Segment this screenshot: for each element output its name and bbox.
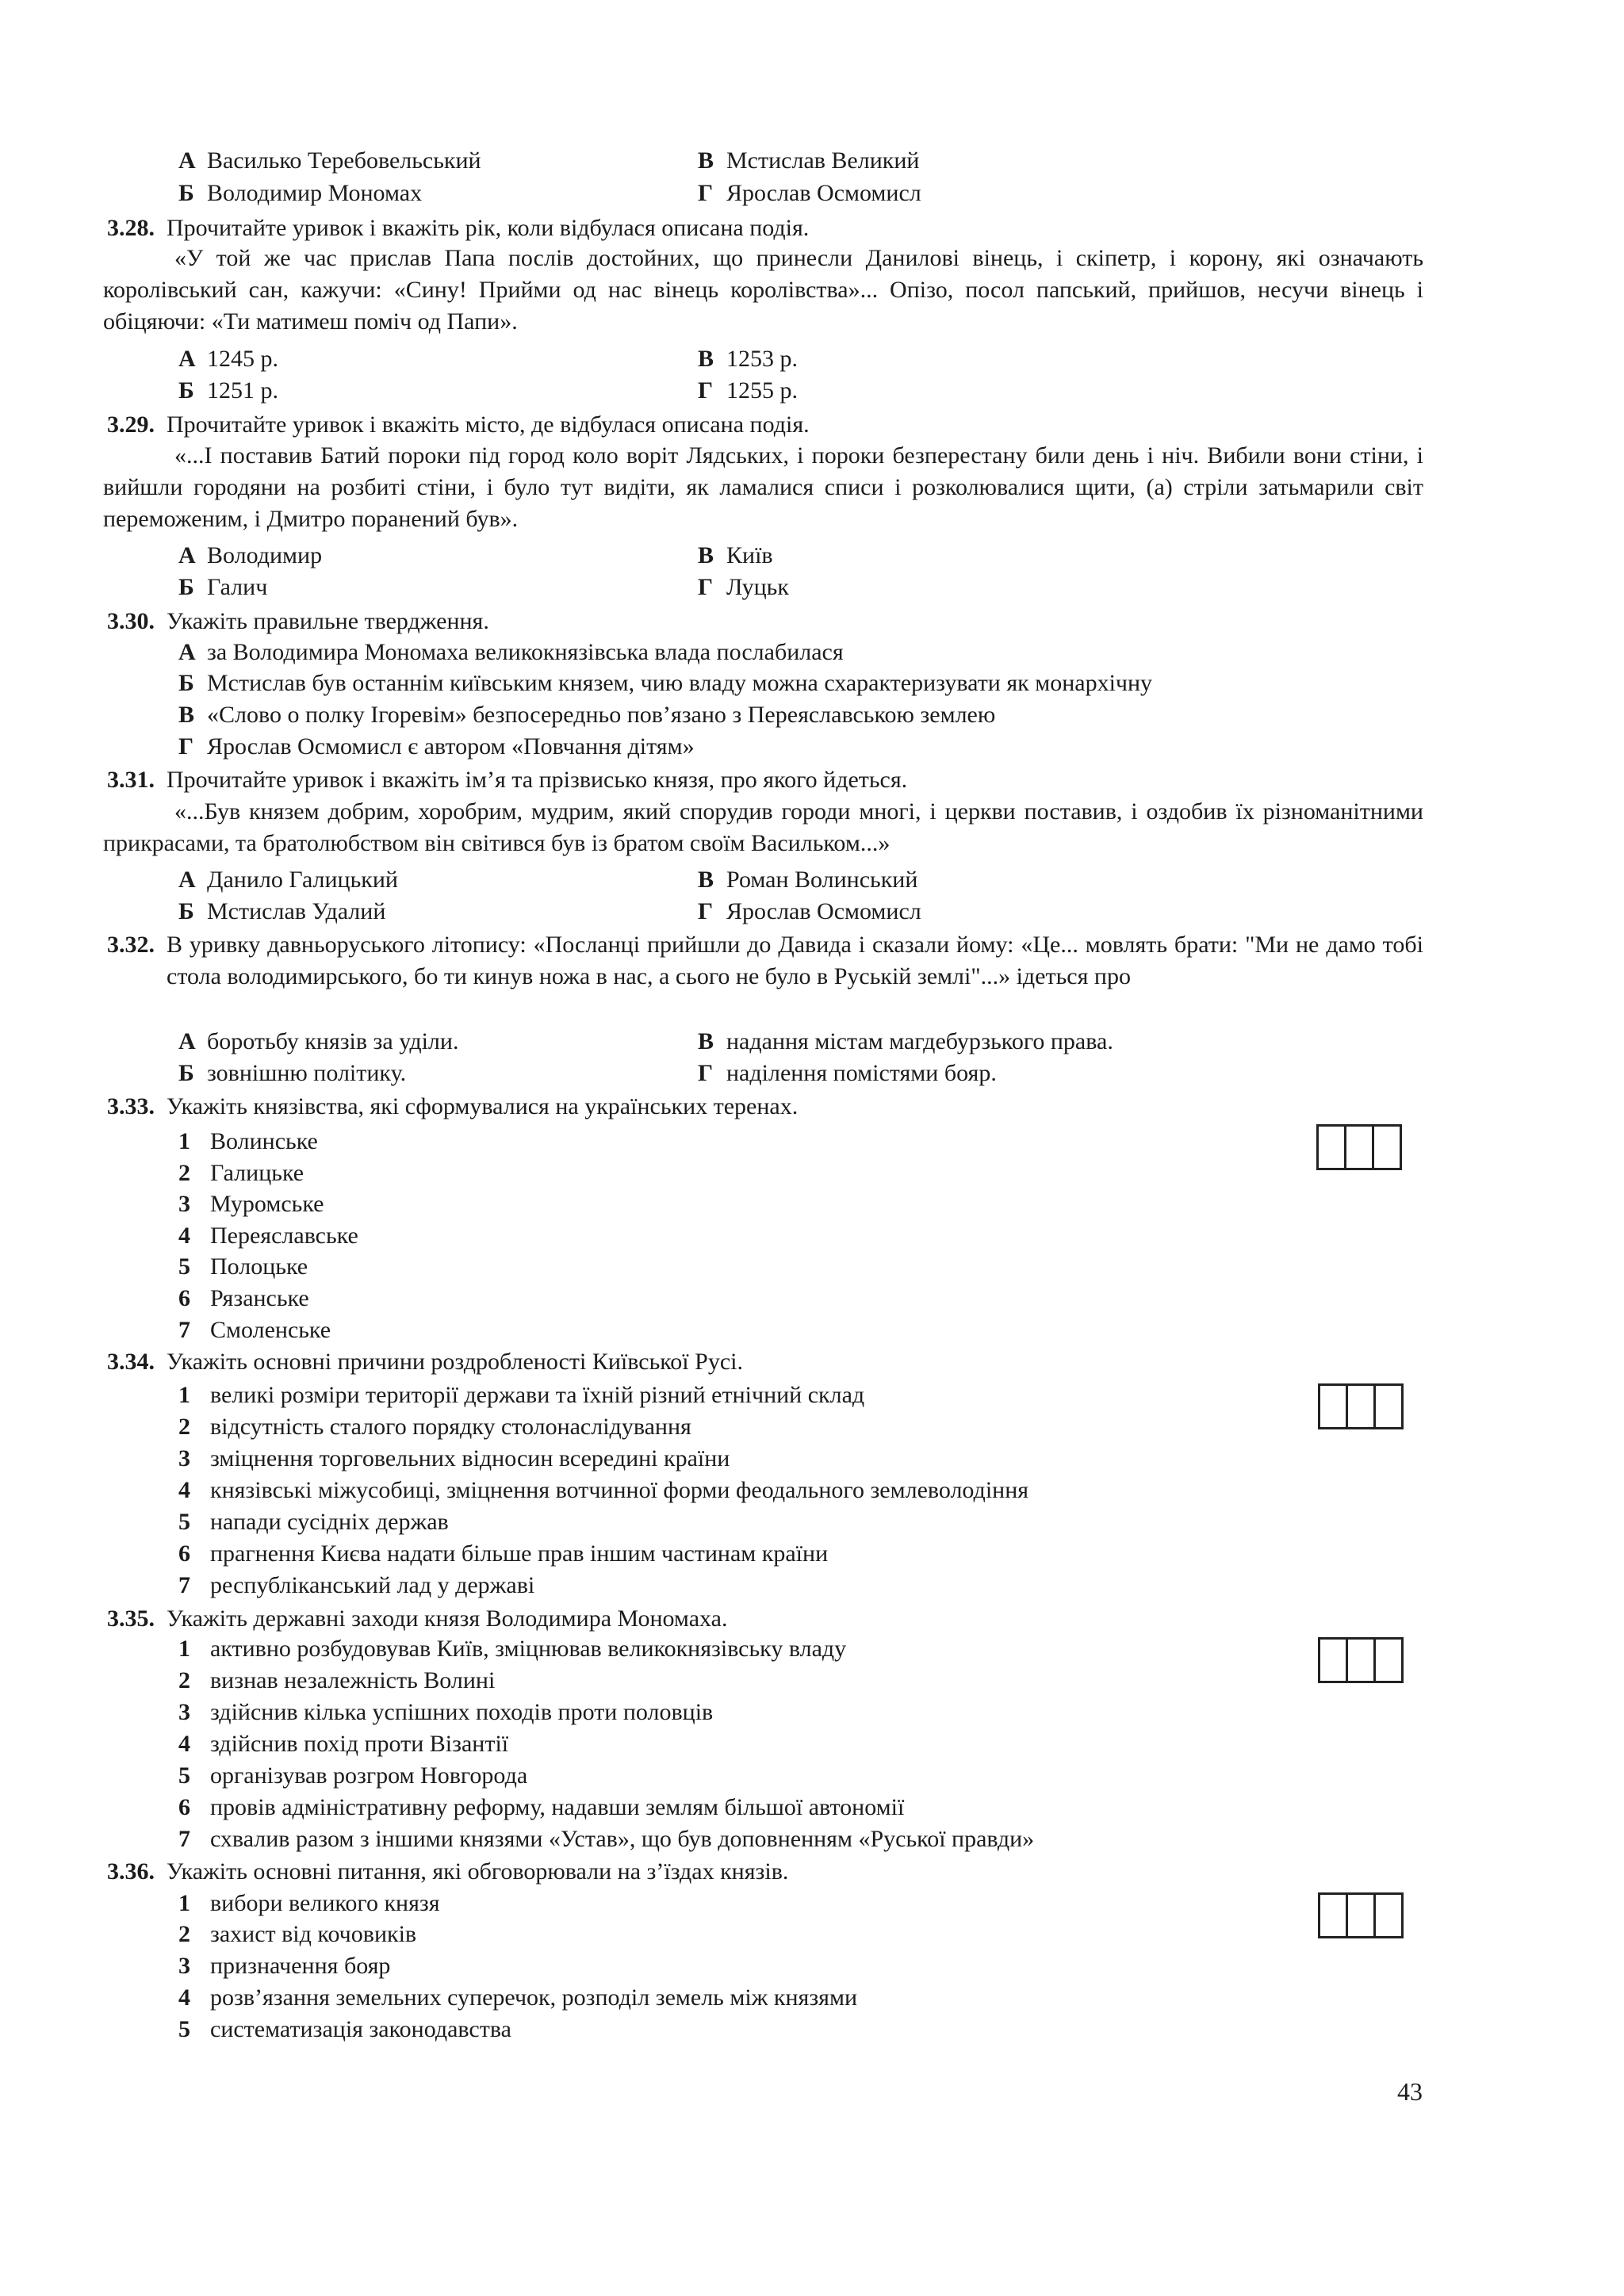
q335-item: 2 визнав незалежність Волині <box>178 1667 496 1693</box>
q332-options-row-2 <box>0 1058 1624 1089</box>
q332-option-b[interactable]: Б зовнішню політику. <box>178 1060 407 1086</box>
q331-option-g[interactable]: Г Ярослав Осмомисл <box>698 898 921 924</box>
q331-number: 3.31. <box>107 767 155 793</box>
q327-option-g[interactable]: Г Ярослав Осмомисл <box>698 180 921 206</box>
q333-item: 6 Рязанське <box>178 1285 309 1311</box>
q329-header <box>0 409 1624 441</box>
q330-prompt: Укажіть правильне твердження. <box>167 608 489 634</box>
q335-item: 7 схвалив разом з іншими князями «Устав», що був доповненням «Руської правди» <box>178 1826 1035 1852</box>
q334-prompt: Укажіть основні причини роздробленості Київської Русі. <box>167 1349 743 1375</box>
q328-header <box>0 212 1624 244</box>
q328-option-b[interactable]: Б 1251 р. <box>178 377 278 404</box>
q334-item: 1 великі розміри території держави та їхній різний етнічний склад <box>178 1382 865 1408</box>
q327-options-row-1 <box>0 145 1624 177</box>
q330-option-b[interactable]: Б Мстислав був останнім київським князем, чию владу можна схарактеризувати як монархічну <box>178 670 1153 696</box>
answer-box[interactable] <box>1372 1124 1402 1170</box>
q334-item: 6 прагнення Києва надати більше прав іншим частинам країни <box>178 1540 829 1567</box>
q328-number: 3.28. <box>107 215 155 241</box>
q331-option-v[interactable]: В Роман Волинський <box>698 867 918 893</box>
q330-option-a[interactable]: А за Володимира Мономаха великокнязівська влада послабилася <box>178 639 844 665</box>
q335-item: 1 активно розбудовував Київ, зміцнював великокнязівську владу <box>178 1636 847 1662</box>
q329-option-g[interactable]: Г Луцьк <box>698 574 789 600</box>
q334-header <box>0 1346 1624 1378</box>
q331-quote: «...Був князем добрим, хоробрим, мудрим, який спорудив городи многі, і церкви поставив, і оздобив їх різноманітними прикрасами, та братолюбством він світився був із братом своїм Васильком...» <box>103 798 1423 856</box>
q336-item: 3 призначення бояр <box>178 1953 391 1979</box>
q334-item: 3 зміцнення торговельних відносин всередині країни <box>178 1445 730 1471</box>
answer-box[interactable] <box>1344 1124 1374 1170</box>
q335-item: 4 здійснив похід проти Візантії <box>178 1731 509 1757</box>
q336-item: 1 вибори великого князя <box>178 1890 440 1916</box>
q327-option-a[interactable]: А Василько Теребовельський <box>178 147 481 174</box>
answer-box[interactable] <box>1318 1892 1348 1938</box>
q332-options-row-1 <box>0 1026 1624 1058</box>
q335-item: 6 провів адміністративну реформу, надавши землям більшої автономії <box>178 1794 905 1820</box>
q335-item: 3 здійснив кілька успішних походів проти половців <box>178 1699 714 1725</box>
answer-box[interactable] <box>1346 1637 1376 1683</box>
answer-box[interactable] <box>1373 1383 1404 1429</box>
q335-answer-boxes[interactable] <box>1318 1637 1401 1683</box>
q336-answer-boxes[interactable] <box>1318 1892 1401 1938</box>
q335-prompt: Укажіть державні заходи князя Володимира Мономаха. <box>167 1605 728 1632</box>
q331-option-b[interactable]: Б Мстислав Удалий <box>178 898 386 924</box>
q333-item: 4 Переяславське <box>178 1223 358 1249</box>
answer-box[interactable] <box>1346 1383 1376 1429</box>
q327-options-row-2 <box>0 178 1624 209</box>
q333-item: 3 Муромське <box>178 1191 324 1217</box>
q329-option-b[interactable]: Б Галич <box>178 574 268 600</box>
q331-quote-row <box>0 796 1624 859</box>
q329-quote: «...І поставив Батий пороки під город коло воріт Лядських, і пороки безперестану били день і ніч. Вибили вони стіни, і вийшли городяни на розбиті стіни, і було тут видіти, як ламалися списи і розколювалися щити, (а) стріли затьмарили світ переможеним, і Дмитро поранений був». <box>103 442 1423 532</box>
q332-number: 3.32. <box>107 932 155 958</box>
page-number: 43 <box>1397 2077 1423 2106</box>
q336-number: 3.36. <box>107 1858 155 1885</box>
q331-header <box>0 764 1624 796</box>
q336-item: 2 захист від кочовиків <box>178 1921 417 1947</box>
q333-item: 7 Смоленське <box>178 1317 331 1343</box>
q334-number: 3.34. <box>107 1349 155 1375</box>
q333-number: 3.33. <box>107 1093 155 1119</box>
q333-answer-boxes[interactable] <box>1316 1124 1400 1170</box>
q334-answer-boxes[interactable] <box>1318 1383 1401 1429</box>
q330-number: 3.30. <box>107 608 155 634</box>
answer-box[interactable] <box>1316 1124 1346 1170</box>
q336-item: 5 систематизація законодавства <box>178 2016 511 2042</box>
q336-prompt: Укажіть основні питання, які обговорювали на з’їздах князів. <box>167 1858 789 1885</box>
q328-options-row-1 <box>0 343 1624 375</box>
q329-number: 3.29. <box>107 411 155 438</box>
q331-option-a[interactable]: А Данило Галицький <box>178 867 398 893</box>
q327-option-b[interactable]: Б Володимир Мономах <box>178 180 423 206</box>
q329-prompt: Прочитайте уривок і вкажіть місто, де відбулася описана подія. <box>167 411 810 438</box>
q328-option-g[interactable]: Г 1255 р. <box>698 377 798 404</box>
q330-option-v[interactable]: В «Слово о полку Ігоревім» безпосередньо пов’язано з Переяславською землею <box>178 702 996 728</box>
q331-options-row-2 <box>0 896 1624 928</box>
q328-options-row-2 <box>0 375 1624 407</box>
answer-box[interactable] <box>1373 1637 1404 1683</box>
q332-header <box>0 929 1624 1024</box>
q333-item: 2 Галицьке <box>178 1160 304 1186</box>
answer-box[interactable] <box>1373 1892 1404 1938</box>
q335-item: 5 організував розгром Новгорода <box>178 1762 528 1789</box>
q336-item: 4 розв’язання земельних суперечок, розподіл земель між князями <box>178 1984 858 2011</box>
q332-prompt: В уривку давньоруського літопису: «Посланці прийшли до Давида і сказали йому: «Це... мовлять брати: "Ми не дамо тобі стола володимирського, бо ти кинув ножа в нас, а сього не було в Руській землі"...» ідеться про <box>167 932 1423 989</box>
q329-options-row-2 <box>0 572 1624 603</box>
q333-prompt: Укажіть князівства, які сформувалися на українських теренах. <box>167 1093 799 1119</box>
answer-box[interactable] <box>1318 1383 1348 1429</box>
q331-options-row-1 <box>0 864 1624 896</box>
answer-box[interactable] <box>1318 1637 1348 1683</box>
q329-option-v[interactable]: В Київ <box>698 542 773 568</box>
q328-quote-row <box>0 243 1624 338</box>
q328-option-v[interactable]: В 1253 р. <box>698 346 798 372</box>
q333-item: 5 Полоцьке <box>178 1253 308 1280</box>
q334-item: 2 відсутність сталого порядку столонаслідування <box>178 1414 691 1440</box>
q333-header <box>0 1091 1624 1123</box>
q332-option-g[interactable]: Г наділення помістями бояр. <box>698 1060 997 1086</box>
q330-header <box>0 606 1624 637</box>
q332-option-v[interactable]: В надання містам магдебурзького права. <box>698 1028 1113 1054</box>
q334-item: 7 республіканський лад у державі <box>178 1572 535 1598</box>
q333-item: 1 Волинське <box>178 1128 318 1154</box>
q329-option-a[interactable]: А Володимир <box>178 542 323 568</box>
q334-item: 5 напади сусідніх держав <box>178 1509 449 1535</box>
q328-prompt: Прочитайте уривок і вкажіть рік, коли відбулася описана подія. <box>167 215 810 241</box>
q327-option-v[interactable]: В Мстислав Великий <box>698 147 920 174</box>
q329-quote-row <box>0 440 1624 535</box>
q328-option-a[interactable]: А 1245 р. <box>178 346 278 372</box>
q336-header <box>0 1856 1624 1888</box>
q330-option-g[interactable]: Г Ярослав Осмомисл є автором «Повчання дітям» <box>178 733 695 760</box>
q332-option-a[interactable]: А боротьбу князів за уділи. <box>178 1028 459 1054</box>
q331-prompt: Прочитайте уривок і вкажіть ім’я та прізвисько князя, про якого йдеться. <box>167 767 908 793</box>
answer-box[interactable] <box>1346 1892 1376 1938</box>
q329-options-row-1 <box>0 540 1624 572</box>
q334-item: 4 князівські міжусобиці, зміцнення вотчинної форми феодального землеволодіння <box>178 1477 1029 1503</box>
q328-quote: «У той же час прислав Папа послів достойних, що принесли Данилові вінець, і скіпетр, і корону, які означають королівський сан, кажучи: «Сину! Прийми од нас вінець королівства»... Опізо, посол папський, прийшов, несучи вінець і обіцяючи: «Ти матимеш поміч од Папи». <box>103 245 1423 335</box>
q335-number: 3.35. <box>107 1605 155 1632</box>
q335-header <box>0 1603 1624 1635</box>
